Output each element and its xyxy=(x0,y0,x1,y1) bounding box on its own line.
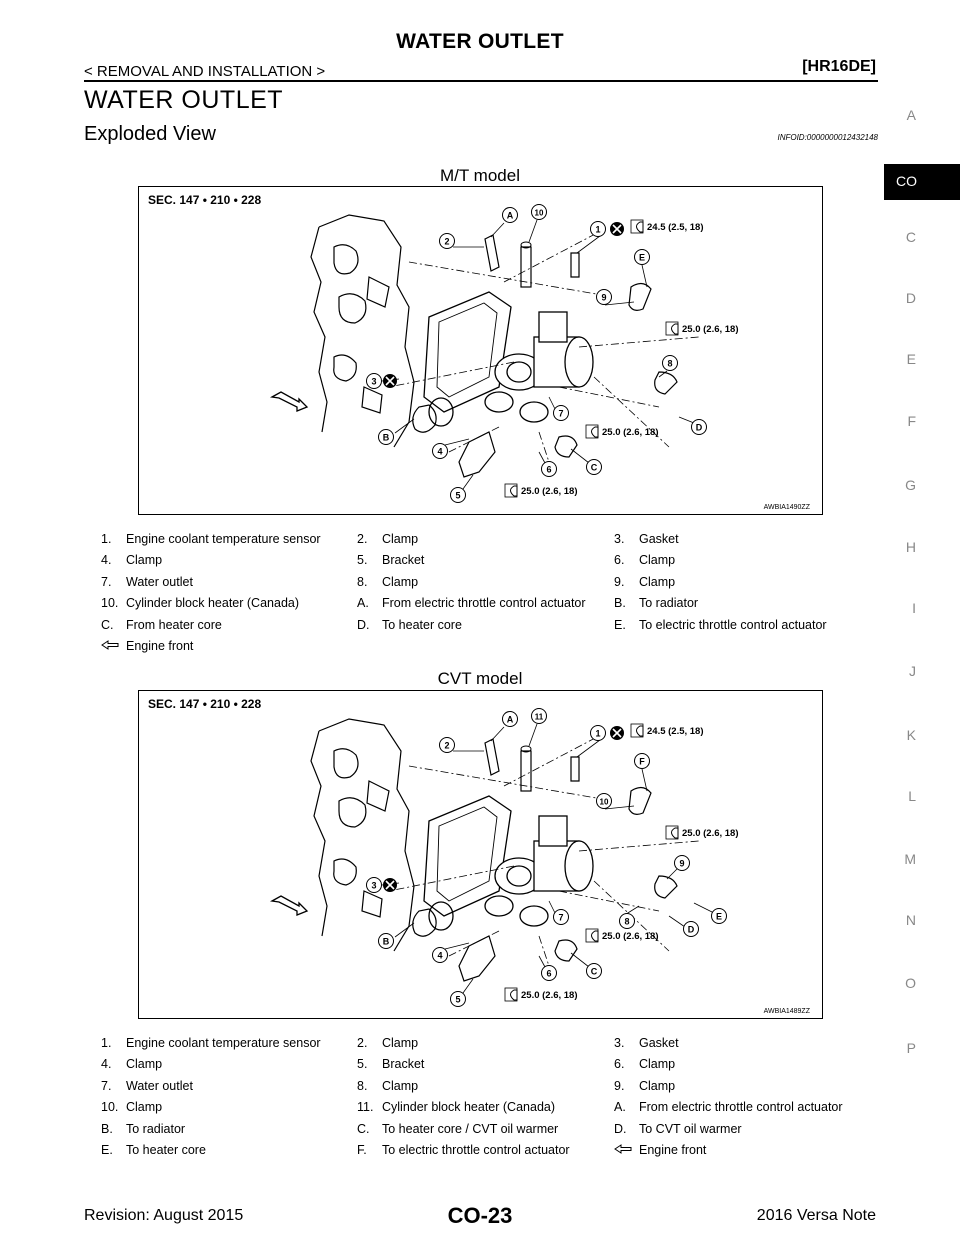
legend-mt xyxy=(101,528,881,657)
legend-description: Clamp xyxy=(639,1078,676,1093)
callout-4: 4 xyxy=(437,950,443,961)
callout-b: B xyxy=(382,432,390,443)
legend-item xyxy=(614,532,881,546)
page-header-title: WATER OUTLET xyxy=(396,30,564,53)
legend-item xyxy=(614,596,881,610)
legend-item xyxy=(614,553,881,567)
legend-key: 2. xyxy=(357,531,368,546)
legend-description: Cylinder block heater (Canada) xyxy=(382,1100,556,1115)
water-outlet-shape xyxy=(485,816,593,926)
legend-key: 7. xyxy=(101,1078,112,1093)
info-id: INFOID:0000000012432148 xyxy=(777,133,878,142)
engine-front-arrow-icon xyxy=(272,392,307,411)
hose-e-shape xyxy=(629,283,651,310)
legend-item xyxy=(614,1100,881,1114)
legend-key: A. xyxy=(357,596,369,611)
engine-block-outline xyxy=(311,215,414,447)
callout-e: E xyxy=(715,911,723,922)
hose-e-shape xyxy=(629,787,651,814)
exploded-view-drawing-mt xyxy=(139,187,822,514)
legend-item xyxy=(614,1143,881,1157)
legend-description: Clamp xyxy=(126,1100,163,1115)
legend-key: 6. xyxy=(614,1057,625,1072)
sec-label: SEC. 147 • 210 • 228 xyxy=(148,697,262,711)
legend-description: To radiator xyxy=(639,596,699,611)
legend-key: 5. xyxy=(357,1057,368,1072)
legend-key: 10. xyxy=(101,596,119,611)
legend-row xyxy=(101,1140,881,1162)
legend-description: From electric throttle control actuator xyxy=(639,1100,843,1115)
callout-e: E xyxy=(638,252,646,263)
torque-value: 25.0 (2.6, 18) xyxy=(602,427,659,438)
legend-description: Gasket xyxy=(639,531,679,546)
leader-line xyxy=(571,449,589,463)
leader-line xyxy=(395,419,414,433)
legend-key: 3. xyxy=(614,1035,625,1050)
leader-line xyxy=(694,903,714,913)
torque-value: 24.5 (2.5, 18) xyxy=(647,726,704,737)
legend-key: 5. xyxy=(357,553,368,568)
legend-key: 7. xyxy=(101,574,112,589)
figure-caption-cvt: CVT model xyxy=(437,669,523,688)
legend-row xyxy=(101,636,881,658)
legend-item xyxy=(357,1079,614,1093)
callout-7: 7 xyxy=(558,912,564,923)
legend-item xyxy=(101,553,357,567)
torque-value: 25.0 (2.6, 18) xyxy=(682,324,739,335)
sec-label: SEC. 147 • 210 • 228 xyxy=(148,193,262,207)
callout-5: 5 xyxy=(455,994,461,1005)
sensor-shape xyxy=(571,253,579,277)
torque-icon xyxy=(637,726,644,736)
exploded-view-drawing-cvt xyxy=(139,691,822,1018)
legend-description: To electric throttle control actuator xyxy=(639,617,827,632)
callout-7: 7 xyxy=(558,408,564,419)
water-outlet-shape xyxy=(485,312,593,422)
torque-icon xyxy=(511,990,518,1000)
legend-item xyxy=(614,1057,881,1071)
torque-icon xyxy=(672,828,679,838)
legend-key: D. xyxy=(357,617,370,632)
legend-description: To heater core xyxy=(382,617,462,632)
legend-description: Cylinder block heater (Canada) xyxy=(126,596,300,611)
footer-model: 2016 Versa Note xyxy=(756,1207,876,1224)
legend-item xyxy=(357,553,614,567)
legend-item xyxy=(101,1100,357,1114)
legend-row xyxy=(101,1097,881,1119)
torque-icon xyxy=(637,222,644,232)
side-tab-m[interactable]: M xyxy=(904,851,916,867)
callout-10: 10 xyxy=(534,208,544,218)
callout-5: 5 xyxy=(455,490,461,501)
legend-description: To CVT oil warmer xyxy=(639,1121,742,1136)
bracket-shape xyxy=(459,432,495,477)
legend-row xyxy=(101,528,881,550)
callout-d: D xyxy=(687,924,695,935)
legend-description: Engine coolant temperature sensor xyxy=(126,1035,321,1050)
exploded-view-figure-cvt xyxy=(138,690,823,1019)
callout-6: 6 xyxy=(546,968,552,979)
legend-description: From electric throttle control actuator xyxy=(382,596,586,611)
legend-item xyxy=(357,575,614,589)
leader-line xyxy=(539,956,545,967)
legend-key: E. xyxy=(101,1143,113,1158)
hose-shape xyxy=(413,405,436,432)
hose-clamp-shape xyxy=(429,902,453,930)
leader-line xyxy=(679,417,694,423)
legend-item xyxy=(357,1057,614,1071)
legend-row xyxy=(101,1032,881,1054)
hose-clamp-shape xyxy=(429,398,453,426)
side-tab-l[interactable]: L xyxy=(908,788,916,804)
legend-row xyxy=(101,571,881,593)
legend-description: To radiator xyxy=(126,1121,186,1136)
legend-row xyxy=(101,550,881,572)
exploded-view-figure-mt xyxy=(138,186,823,515)
callout-c: C xyxy=(590,966,598,977)
model-code: [HR16DE] xyxy=(802,58,876,75)
leader-line xyxy=(549,901,555,913)
side-tab-k[interactable]: K xyxy=(906,727,916,743)
callout-9: 9 xyxy=(679,858,685,869)
side-tab-d[interactable]: D xyxy=(905,290,916,306)
legend-item xyxy=(614,618,881,632)
torque-value: 25.0 (2.6, 18) xyxy=(521,990,578,1001)
legend-description: From heater core xyxy=(126,617,222,632)
torque-value: 25.0 (2.6, 18) xyxy=(521,486,578,497)
legend-item xyxy=(101,596,357,610)
side-tab-p[interactable]: P xyxy=(906,1040,916,1056)
torque-value: 25.0 (2.6, 18) xyxy=(602,931,659,942)
legend-item xyxy=(357,532,614,546)
leader-line xyxy=(539,452,545,463)
legend-key: 1. xyxy=(101,1035,112,1050)
callout-2: 2 xyxy=(444,236,450,247)
callout-f: F xyxy=(639,756,645,767)
legend-description: To electric throttle control actuator xyxy=(382,1143,570,1158)
legend-item xyxy=(357,596,614,610)
callout-10: 10 xyxy=(599,797,609,807)
clamp-2-shape xyxy=(485,235,499,271)
legend-key: F. xyxy=(357,1143,367,1158)
legend-item xyxy=(101,639,357,653)
legend-description: Water outlet xyxy=(126,574,193,589)
legend-key: B. xyxy=(614,596,626,611)
legend-description: Clamp xyxy=(126,1057,163,1072)
side-tab-f[interactable]: F xyxy=(907,413,916,429)
legend-key: 2. xyxy=(357,1035,368,1050)
clamp-2-shape xyxy=(485,739,499,775)
leader-line xyxy=(549,397,555,409)
side-tab-n[interactable]: N xyxy=(905,912,916,928)
callout-4: 4 xyxy=(437,446,443,457)
leader-line xyxy=(667,869,677,879)
engine-front-arrow-icon xyxy=(614,1143,639,1157)
leader-line xyxy=(491,223,504,237)
legend-key: 1. xyxy=(101,531,112,546)
legend-description: Clamp xyxy=(382,1078,419,1093)
legend-item xyxy=(101,1143,357,1157)
legend-description: To heater core / CVT oil warmer xyxy=(382,1121,559,1136)
torque-icon xyxy=(592,427,599,437)
legend-cvt xyxy=(101,1032,881,1161)
legend-key: B. xyxy=(101,1121,113,1136)
legend-row xyxy=(101,614,881,636)
side-tab-active[interactable]: CO xyxy=(884,164,960,200)
legend-description: Bracket xyxy=(382,553,425,568)
legend-key: 6. xyxy=(614,553,625,568)
subsection-title: Exploded View xyxy=(84,123,216,145)
side-tab-c[interactable]: C xyxy=(905,229,916,245)
callout-6: 6 xyxy=(546,464,552,475)
legend-item xyxy=(101,1122,357,1136)
torque-value: 24.5 (2.5, 18) xyxy=(647,222,704,233)
legend-row xyxy=(101,1075,881,1097)
callout-c: C xyxy=(590,462,598,473)
figure-caption-mt: M/T model xyxy=(440,166,520,185)
callout-1: 1 xyxy=(595,224,601,235)
legend-key: E. xyxy=(614,617,626,632)
gasket-inner xyxy=(437,303,497,397)
legend-item xyxy=(614,1079,881,1093)
legend-key: 9. xyxy=(614,1078,625,1093)
clamp-6-shape xyxy=(555,940,577,961)
legend-row xyxy=(101,1054,881,1076)
side-tab-a[interactable]: A xyxy=(906,107,916,123)
legend-row xyxy=(101,1118,881,1140)
callout-9: 9 xyxy=(601,292,607,303)
footer-revision: Revision: August 2015 xyxy=(84,1207,244,1224)
legend-item xyxy=(614,1122,881,1136)
clamp-6-shape xyxy=(555,436,577,457)
legend-description: Clamp xyxy=(639,553,676,568)
legend-item xyxy=(614,1036,881,1050)
gasket-inner xyxy=(437,807,497,901)
callout-a: A xyxy=(506,210,514,221)
legend-key: 4. xyxy=(101,1057,112,1072)
legend-key: A. xyxy=(614,1100,626,1115)
legend-key: 8. xyxy=(357,1078,368,1093)
leader-line xyxy=(395,923,414,937)
figure-id: AWBIA1489ZZ xyxy=(763,1008,810,1015)
leader-line xyxy=(491,727,504,741)
legend-row xyxy=(101,593,881,615)
legend-item xyxy=(357,1122,614,1136)
legend-key: C. xyxy=(101,617,114,632)
side-tab-h[interactable]: H xyxy=(905,539,916,555)
torque-value: 25.0 (2.6, 18) xyxy=(682,828,739,839)
legend-item xyxy=(614,575,881,589)
legend-item xyxy=(101,575,357,589)
legend-key: C. xyxy=(357,1121,370,1136)
footer-page-number: CO-23 xyxy=(447,1203,513,1228)
callout-a: A xyxy=(506,714,514,725)
legend-item xyxy=(101,1057,357,1071)
callout-11: 11 xyxy=(534,712,544,722)
legend-description: Clamp xyxy=(639,574,676,589)
legend-description: Engine front xyxy=(126,639,194,654)
section-title: WATER OUTLET xyxy=(84,86,284,114)
leader-line xyxy=(529,220,537,242)
callout-8: 8 xyxy=(667,358,673,369)
torque-icon xyxy=(592,931,599,941)
legend-key: 4. xyxy=(101,553,112,568)
legend-item xyxy=(357,1036,614,1050)
torque-icon xyxy=(672,324,679,334)
clamp-8-shape xyxy=(655,372,677,394)
legend-description: To heater core xyxy=(126,1143,206,1158)
legend-description: Gasket xyxy=(639,1035,679,1050)
callout-1: 1 xyxy=(595,728,601,739)
legend-description: Bracket xyxy=(382,1057,425,1072)
legend-description: Clamp xyxy=(382,531,419,546)
clamp-8-shape xyxy=(655,876,677,898)
legend-item xyxy=(357,618,614,632)
side-tab-e[interactable]: E xyxy=(906,351,916,367)
legend-item xyxy=(101,618,357,632)
leader-line xyxy=(571,953,589,967)
callout-d: D xyxy=(695,422,703,433)
engine-block-outline xyxy=(311,719,414,951)
legend-description: Engine front xyxy=(639,1143,707,1158)
legend-item xyxy=(101,532,357,546)
callout-2: 2 xyxy=(444,740,450,751)
legend-description: Engine coolant temperature sensor xyxy=(126,531,321,546)
legend-key: 11. xyxy=(357,1100,374,1115)
callout-3: 3 xyxy=(371,376,377,387)
bracket-shape xyxy=(459,936,495,981)
engine-front-arrow-icon xyxy=(272,896,307,915)
legend-item xyxy=(357,1100,614,1114)
figure-id: AWBIA1490ZZ xyxy=(763,504,810,511)
hose-shape xyxy=(413,909,436,936)
legend-item xyxy=(101,1079,357,1093)
breadcrumb: < REMOVAL AND INSTALLATION > xyxy=(84,63,326,80)
header-divider xyxy=(84,80,878,82)
legend-key: 10. xyxy=(101,1100,119,1115)
side-tab-j[interactable]: J xyxy=(909,663,916,679)
legend-description: Clamp xyxy=(639,1057,676,1072)
side-tab-g[interactable]: G xyxy=(905,477,916,493)
legend-key: 9. xyxy=(614,574,625,589)
callout-b: B xyxy=(382,936,390,947)
legend-description: Clamp xyxy=(382,574,419,589)
legend-description: Clamp xyxy=(382,1035,419,1050)
callout-8: 8 xyxy=(624,916,630,927)
legend-description: Clamp xyxy=(126,553,163,568)
engine-front-arrow-icon xyxy=(101,639,126,653)
side-tab-o[interactable]: O xyxy=(905,975,916,991)
leader-line xyxy=(529,724,537,746)
side-tab-i[interactable]: I xyxy=(912,600,916,616)
torque-icon xyxy=(511,486,518,496)
legend-item xyxy=(357,1143,614,1157)
legend-description: Water outlet xyxy=(126,1078,193,1093)
leader-line xyxy=(669,916,685,927)
sensor-shape xyxy=(571,757,579,781)
legend-key: 3. xyxy=(614,531,625,546)
legend-key: D. xyxy=(614,1121,627,1136)
legend-item xyxy=(101,1036,357,1050)
legend-key: 8. xyxy=(357,574,368,589)
callout-3: 3 xyxy=(371,880,377,891)
